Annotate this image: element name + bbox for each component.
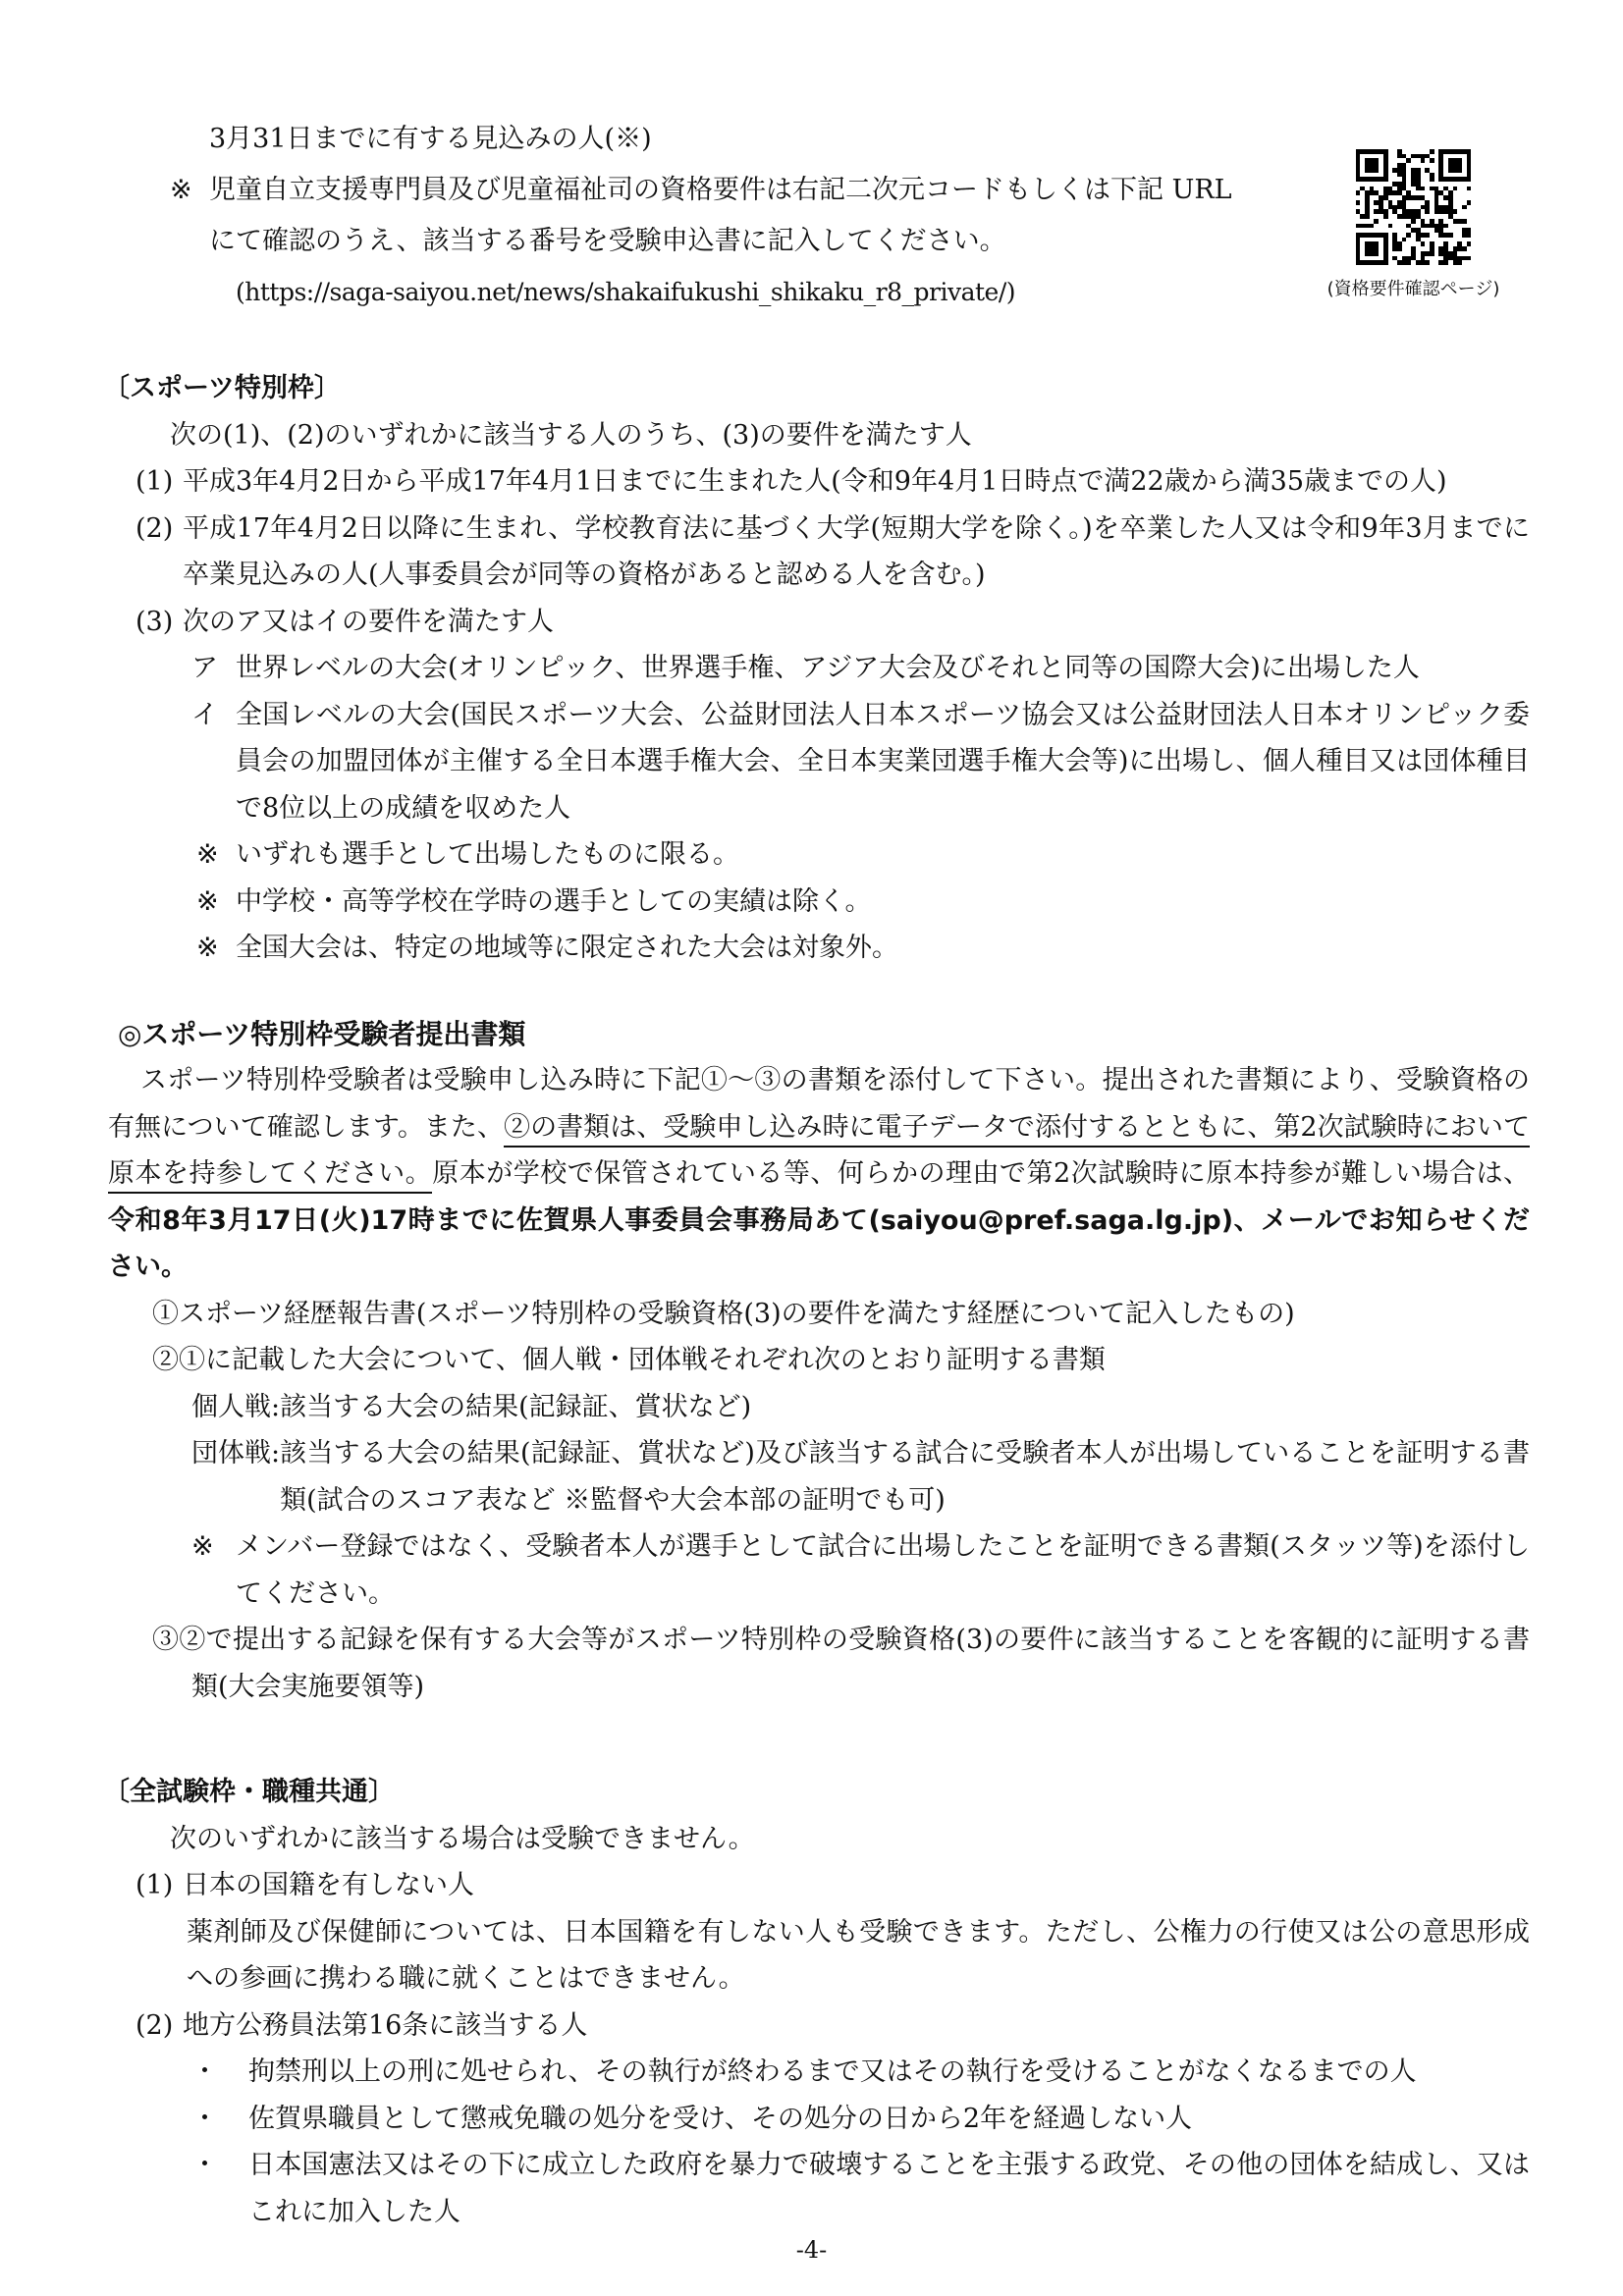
submission-section [103,1011,1530,1711]
eligibility-deadline-line: 3月31日までに有する見込みの人(※) [209,124,652,154]
common-bullet-1 [191,2049,1530,2096]
common-section [103,1769,1530,2235]
item-2-marker: (2) [135,512,174,544]
submission-doc-2: ②①に記載した大会について、個人戦・団体戦それぞれ次のとおり証明する書類 [152,1345,1106,1375]
sports-note-2 [196,879,1530,926]
common-bullet-2 [191,2096,1530,2143]
sports-sub-a [191,645,1530,692]
common-item-1-marker: (1) [135,1870,174,1900]
common-intro: 次のいずれかに該当する場合は受験できません。 [170,1823,755,1854]
note-1-text: いずれも選手として出場したものに限る。 [236,839,739,870]
qr-caption: (資格要件確認ページ) [1326,279,1500,299]
sub-i-text: 全国レベルの大会(国民スポーツ大会、公益財団法人日本スポーツ協会又は公益財団法人日本オリンピック委員会の加盟団体が主催する全日本選手権大会、全日本実業団選手権大会等)に出場し、個人種目又は団体種目で8位以上の成績を収めた人 [236,699,1530,824]
note-2-text: 中学校・高等学校在学時の選手としての実績は除く。 [236,885,872,917]
common-section-heading: 〔全試験枠・職種共通〕 [103,1777,395,1807]
bullet-2-marker: ・ [191,2103,218,2134]
page-number: -4- [795,2236,828,2264]
qualification-url: (https://saga-saiyou.net/news/shakaifukushi_shikaku_r8_private/) [236,278,1016,306]
member-note-marker: ※ [191,1531,214,1562]
member-note-text: メンバー登録ではなく、受験者本人が選手として試合に出場したことを証明できる書類(スタッツ等)を添付してください。 [236,1531,1530,1609]
submission-run-1: スポーツ特別枠受験者は受験申し込み時に下記①～③の書類を添付して下さい。提出された書類により、受験資格の有無について確認します。また、 [108,1065,1530,1143]
common-item-2 [135,2002,1530,2050]
common-item-2-text: 地方公務員法第16条に該当する人 [183,2009,588,2041]
sports-note-1 [196,831,1530,879]
bullet-3-marker: ・ [191,2150,218,2180]
item-3-text: 次のア又はイの要件を満たす人 [183,606,554,637]
submission-deadline-bold: 令和8年3月17日(火)17時までに佐賀県人事委員会事務局あて(saiyou@pref.saga.lg.jp)、メールでお知らせください。 [108,1204,1530,1282]
common-item-1-detail: 薬剤師及び保健師については、日本国籍を有しない人も受験できます。ただし、公権力の行使又は公の意思形成への参画に携わる職に就くことはできません。 [187,1916,1530,1994]
note-3-marker: ※ [196,933,219,963]
submission-doc-1: ①スポーツ経歴報告書(スポーツ特別枠の受験資格(3)の要件を満たす経歴について記入したもの) [152,1298,1295,1329]
member-registration-note [191,1523,1530,1617]
submission-paragraph [108,1057,1530,1291]
note-2-marker: ※ [196,885,219,917]
individual-label: 個人戦: [191,1391,281,1422]
individual-text: 該当する大会の結果(記録証、賞状など) [280,1391,752,1422]
common-item-2-marker: (2) [135,2009,174,2041]
submission-doc-3: ③②で提出する記録を保有する大会等がスポーツ特別枠の受験資格(3)の要件に該当することを客観的に証明する書類(大会実施要領等) [152,1625,1530,1702]
team-text: 該当する大会の結果(記録証、賞状など)及び該当する試合に受験者本人が出場していることを証明する書類(試合のスコア表など ※監督や大会本部の証明でも可) [280,1438,1530,1516]
qualification-note-continuation: にて確認のうえ、該当する番号を受験申込書に記入してください。 [209,226,1006,256]
submission-heading: ◎スポーツ特別枠受験者提出書類 [118,1017,526,1050]
sports-item-2 [135,506,1530,599]
note-3-text: 全国大会は、特定の地域等に限定された大会は対象外。 [236,933,898,963]
qualification-note-text: 児童自立支援専門員及び児童福祉司の資格要件は右記二次元コードもしくは下記 URL [209,175,1232,205]
individual-proof-row [191,1384,1530,1431]
qr-block [1308,149,1519,300]
team-label: 団体戦: [191,1438,281,1468]
common-bullet-3 [191,2142,1530,2235]
sub-i-marker: イ [191,699,218,730]
item-1-marker: (1) [135,466,174,497]
note-1-marker: ※ [196,839,219,870]
item-3-marker: (3) [135,606,174,637]
sports-sub-i [191,692,1530,832]
common-item-1 [135,1862,1530,1909]
sports-section [103,365,1530,972]
item-1-text: 平成3年4月2日から平成17年4月1日までに生まれた人(令和9年4月1日時点で満22歳から満35歳までの人) [183,466,1447,497]
common-item-1-text: 日本の国籍を有しない人 [183,1870,474,1900]
sports-item-3 [135,599,1530,646]
item-2-text: 平成17年4月2日以降に生まれ、学校教育法に基づく大学(短期大学を除く。)を卒業した人又は令和9年3月までに卒業見込みの人(人事委員会が同等の資格があると認める人を含む。) [183,512,1530,590]
bullet-1-text: 拘禁刑以上の刑に処せられ、その執行が終わるまで又はその執行を受けることがなくなるまでの人 [248,2056,1417,2087]
submission-run-3: 原本が学校で保管されている等、何らかの理由で第2次試験時に原本持参が難しい場合は、 [432,1158,1530,1189]
sub-a-marker: ア [191,653,218,683]
qr-code-icon [1356,149,1472,265]
submission-run-underlined: ②の書類は、受験申し込み時に電子データで添付するとともに、第2次試験時において原本を持参してください。 [108,1112,1530,1195]
qualification-note [103,165,1330,216]
sports-note-3 [196,925,1530,972]
sports-section-heading: 〔スポーツ特別枠〕 [103,373,341,403]
top-note-block [103,114,1330,318]
bullet-2-text: 佐賀県職員として懲戒免職の処分を受け、その処分の日から2年を経過しない人 [248,2103,1193,2134]
team-proof-row [191,1430,1530,1523]
sub-a-text: 世界レベルの大会(オリンピック、世界選手権、アジア大会及びそれと同等の国際大会)に出場した人 [236,653,1420,683]
reference-mark: ※ [170,175,192,205]
bullet-1-marker: ・ [191,2056,218,2087]
bullet-3-text: 日本国憲法又はその下に成立した政府を暴力で破壊することを主張する政党、その他の団体を結成し、又はこれに加入した人 [248,2150,1530,2227]
sports-item-1 [135,458,1530,506]
sports-intro: 次の(1)、(2)のいずれかに該当する人のうち、(3)の要件を満たす人 [170,419,972,451]
